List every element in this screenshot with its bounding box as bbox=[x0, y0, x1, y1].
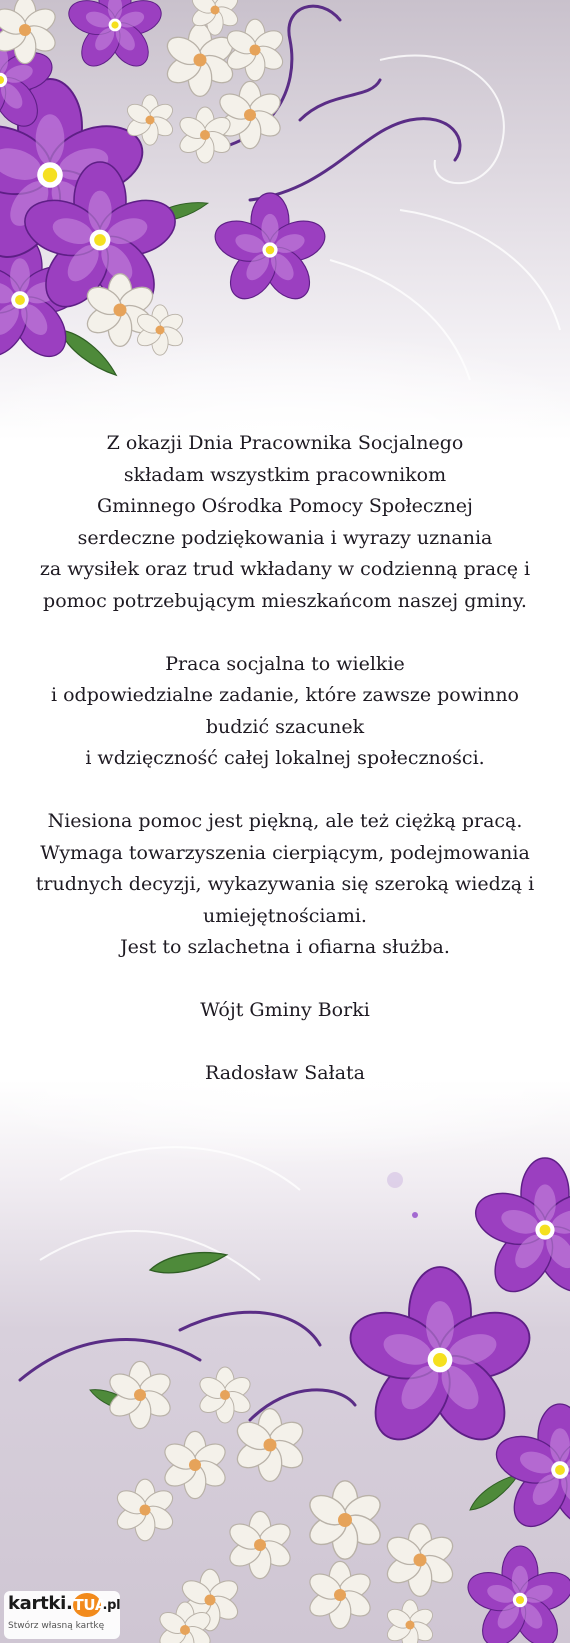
text-line: umiejętnościami. bbox=[203, 904, 367, 927]
text-line: Z okazji Dnia Pracownika Socjalnego bbox=[106, 432, 464, 454]
text-line: składam wszystkim pracownikom bbox=[123, 463, 447, 486]
text-line: i wdzięczność całej lokalnej społeczności. bbox=[85, 747, 485, 769]
logo-tagline: Stwórz własną kartkę bbox=[8, 1621, 105, 1631]
site-logo[interactable] bbox=[4, 1591, 120, 1639]
swirl-ornament-icon bbox=[20, 1312, 355, 1420]
text-line: budzić szacunek bbox=[205, 715, 365, 738]
text-line: trudnych decyzji, wykazywania się szeroką wiedzą i bbox=[35, 873, 535, 895]
paragraph-social-work bbox=[20, 649, 550, 775]
paragraph-occasion bbox=[20, 428, 550, 617]
text-line: Gminnego Ośrodka Pomocy Społecznej bbox=[97, 495, 473, 517]
greeting-message bbox=[20, 428, 550, 1090]
text-line: i odpowiedzialne zadanie, które zawsze powinno bbox=[51, 684, 519, 706]
signature-title: Wójt Gminy Borki bbox=[200, 999, 370, 1021]
text-line: Wymaga towarzyszenia cierpiącym, podejmowania bbox=[40, 841, 530, 864]
logo-badge: TUA bbox=[73, 1593, 101, 1617]
text-line: pomoc potrzebującym mieszkańcom naszej gminy. bbox=[43, 589, 527, 612]
purple-flower-icon bbox=[342, 1158, 570, 1643]
text-line: Jest to szlachetna i ofiarna służba. bbox=[120, 936, 450, 958]
logo-prefix: kartki. bbox=[8, 1593, 73, 1614]
paragraph-help bbox=[20, 806, 550, 964]
signature-name: Radosław Sałata bbox=[204, 1062, 365, 1084]
text-line: serdeczne podziękowania i wyrazy uznania bbox=[77, 526, 493, 549]
logo-suffix: .pl bbox=[102, 1598, 121, 1613]
logo-wordmark bbox=[8, 1593, 121, 1617]
text-line: Niesiona pomoc jest piękną, ale też ciężką pracą. bbox=[47, 810, 523, 832]
text-line: Praca socjalna to wielkie bbox=[165, 652, 405, 675]
text-line: za wysiłek oraz trud wkładany w codzienną pracę i bbox=[39, 558, 531, 580]
